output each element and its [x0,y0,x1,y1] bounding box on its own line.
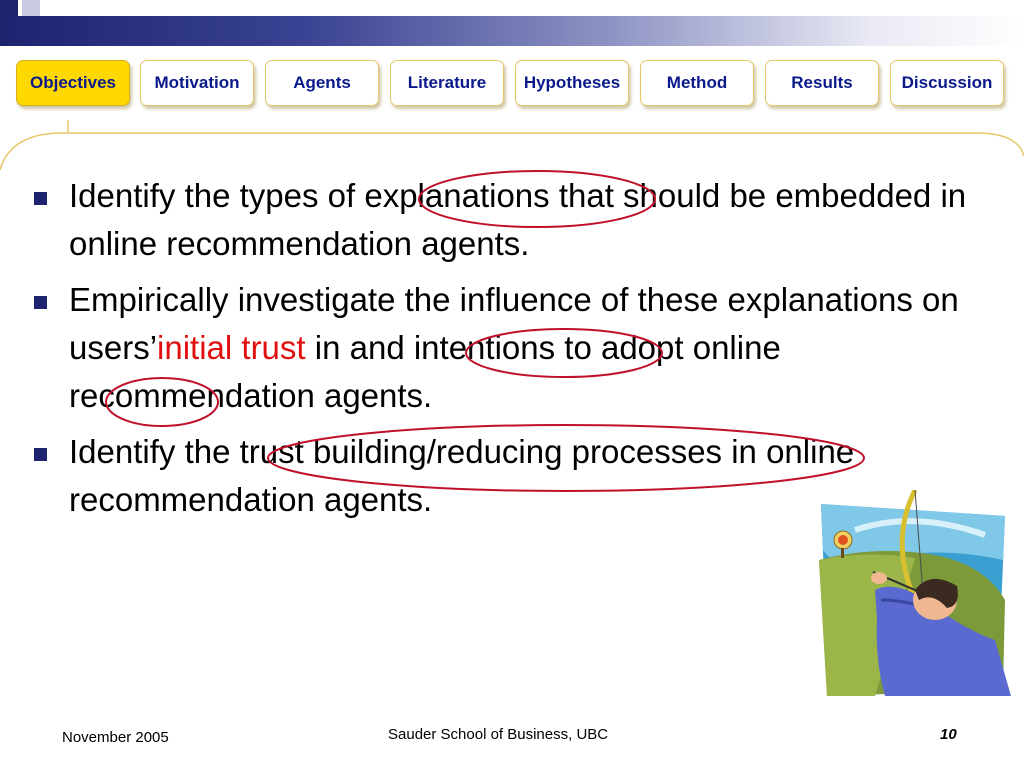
bullet-marker [34,448,47,461]
list-item [34,276,1014,420]
bullet-text: Identify the types of [69,177,365,214]
circled-term: explanations [364,177,550,214]
tab-hypotheses[interactable]: Hypotheses [515,60,629,106]
bullet-text: Identify the [69,433,240,470]
circled-term: trust building/reducing processes [239,433,723,470]
bullet-text: in and intentions to adopt online recommendation agents. [69,329,781,414]
tab-objectives[interactable]: Objectives [16,60,130,106]
bullet-text: in online recommendation agents. [69,433,855,518]
slide-number: 10 [940,726,957,743]
tab-motivation[interactable]: Motivation [140,60,254,106]
archer-clipart [815,490,1015,700]
bullet-marker [34,296,47,309]
highlighted-term: initial trust [157,329,306,366]
list-item [34,172,1014,268]
bullet-text: Empirically investigate the influence of these explanations on users’ [69,281,959,366]
header-gradient-bar [0,16,1024,46]
objectives-list [34,172,1014,532]
footer-date: November 2005 [62,729,169,746]
footer-organization: Sauder School of Business, UBC [388,726,609,743]
bullet-text: that should be embedded in online recommendation agents. [69,177,967,262]
tab-discussion[interactable]: Discussion [890,60,1004,106]
tab-literature[interactable]: Literature [390,60,504,106]
tab-method[interactable]: Method [640,60,754,106]
tab-results[interactable]: Results [765,60,879,106]
bullet-marker [34,192,47,205]
tab-agents[interactable]: Agents [265,60,379,106]
